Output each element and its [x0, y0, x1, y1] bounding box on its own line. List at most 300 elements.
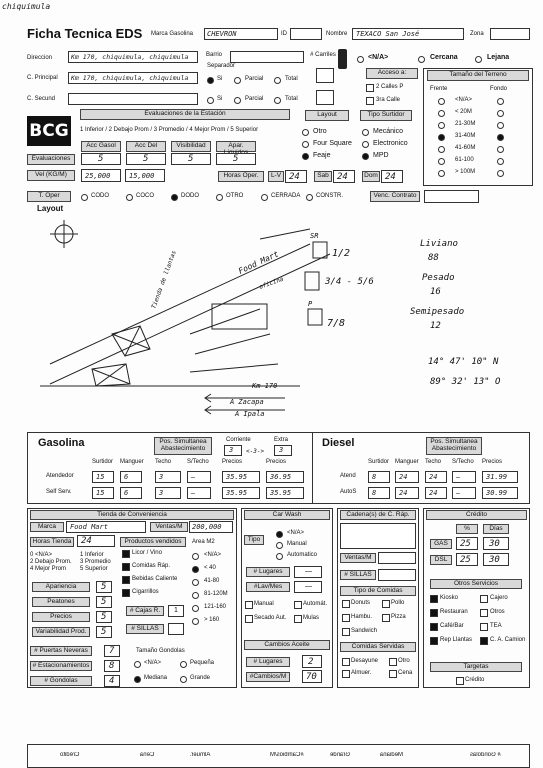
eval-value-3: 5 — [233, 154, 239, 164]
eval-col-3: Apar. — [216, 141, 256, 152]
gas-cell-value-1-2: 3 — [159, 489, 164, 497]
comida-label-2: Hambu. — [351, 614, 373, 620]
dsl-cell-0-4[interactable] — [482, 471, 518, 483]
producto-checkbox-1[interactable] — [122, 563, 130, 571]
sillas-label — [126, 624, 164, 634]
gas-cell-1-3[interactable] — [187, 487, 211, 499]
dsl-cell-0-2[interactable] — [425, 471, 447, 483]
horas-oper-label — [218, 171, 264, 182]
gas-cell-1-5[interactable] — [266, 487, 304, 499]
cw-manual-label: Manual — [254, 601, 274, 607]
t-oper-label-0: CODO — [91, 193, 109, 199]
gas-col-3: S/Techo — [187, 459, 209, 465]
area-label-0: <N/A> — [204, 552, 222, 558]
sab-field[interactable] — [333, 170, 355, 183]
gas-cell-0-4[interactable] — [222, 471, 260, 483]
frente-radio-0[interactable] — [438, 98, 445, 105]
pump-island-1 — [313, 242, 327, 258]
frente-radio-5[interactable] — [438, 158, 445, 165]
dias-text: Días — [489, 525, 503, 532]
dsl-cell-value-1-1: 24 — [399, 489, 408, 497]
fondo-radio-4[interactable] — [497, 146, 504, 153]
gas-cell-0-1[interactable] — [120, 471, 142, 483]
tienda-title: Tienda de Conveniencia — [97, 511, 167, 518]
tienda-rating-field-1[interactable] — [96, 596, 112, 608]
tienda-rating-field-0[interactable] — [96, 581, 112, 593]
nombre-field[interactable] — [352, 28, 464, 40]
servida-checkbox-0[interactable] — [342, 658, 350, 666]
traffic-light-icon — [338, 49, 347, 69]
secund-total-radio[interactable] — [274, 97, 281, 104]
cw-lugares-text: # Lugares — [253, 568, 283, 575]
dsl-cell-1-3[interactable] — [452, 487, 476, 499]
principal-parcial-radio[interactable] — [234, 77, 241, 84]
food-mart-sketch-label: Food Mart — [237, 249, 281, 276]
dom-value: 24 — [385, 172, 396, 182]
dsl-col-0: Surtidor — [368, 459, 390, 465]
semipesado-value: 12 — [430, 321, 441, 331]
gas-cell-0-5[interactable] — [266, 471, 304, 483]
cercana-label: Cercana — [430, 54, 458, 61]
producto-checkbox-2[interactable] — [122, 576, 130, 584]
pump-island-2 — [305, 272, 319, 290]
horas-tienda-label — [30, 537, 74, 547]
comida-label-0: Donuts — [351, 600, 371, 606]
frente-radio-4[interactable] — [438, 146, 445, 153]
eval-value-field-3[interactable] — [216, 153, 256, 165]
lv-label — [268, 171, 284, 182]
principal-total-radio[interactable] — [274, 77, 281, 84]
dsl-dias-value: 30 — [489, 555, 500, 565]
cambios-title: Cambios Aceite — [264, 641, 310, 648]
area-radio-3[interactable] — [192, 592, 199, 599]
gas-pct-value: 25 — [460, 539, 471, 549]
tienda-count-field-2[interactable] — [104, 675, 120, 687]
cw-autom-checkbox[interactable] — [294, 601, 302, 609]
ratio-2-label: 3/4 - 5/6 — [325, 277, 374, 287]
tienda-count-field-0[interactable] — [104, 645, 120, 657]
dsl-row-label-0: Atend — [340, 473, 356, 479]
dsl-cell-value-1-2: 24 — [429, 489, 438, 497]
direccion-field[interactable] — [68, 51, 198, 63]
secund-parcial-radio[interactable] — [234, 97, 241, 104]
cadena-ventas-field[interactable] — [378, 552, 416, 564]
tienda-rating-value-1: 5 — [101, 597, 107, 607]
footer-item-0: Crédito — [60, 752, 80, 758]
footer-item-4: Grande — [330, 752, 351, 758]
principal-parcial-label: Parcial — [245, 76, 264, 82]
area-label: Area M2 — [192, 539, 215, 545]
layout-button[interactable] — [305, 110, 349, 121]
tipo-surtidor-button[interactable] — [360, 110, 412, 121]
gondola-label-2: Mediana — [144, 675, 168, 681]
carriles-label: # Carriles — [310, 52, 336, 58]
cw-manual-checkbox[interactable] — [245, 601, 253, 609]
vel-value-2: 15,000 — [129, 172, 155, 180]
surtidor-label-2: Four Square — [313, 140, 352, 147]
dsl-cell-value-0-4: 31.99 — [486, 473, 508, 481]
gas-col-1: Manguer — [120, 459, 144, 465]
comida-checkbox-1[interactable] — [382, 600, 390, 608]
surtidor-radio-2[interactable] — [302, 141, 309, 148]
liviano-value: 88 — [428, 253, 439, 263]
ventas-tienda-field[interactable] — [189, 521, 233, 533]
tienda-legend-0: 0 <N/A> — [30, 552, 53, 558]
vel-field-1[interactable] — [81, 169, 121, 182]
tienda-rating-field-3[interactable] — [96, 626, 112, 638]
cw-secado-checkbox[interactable] — [245, 615, 253, 623]
ipala-label: A Ipala — [235, 410, 265, 418]
otros-checkbox-2[interactable] — [430, 609, 438, 617]
direccion-label: Direccion — [27, 55, 53, 61]
otros-checkbox-6[interactable] — [430, 637, 438, 645]
tienda-count-label-0: # Puertas Neveras — [30, 646, 92, 656]
surtidor-label-4: Feaje — [313, 152, 331, 159]
t-oper-label — [27, 191, 71, 202]
tienda-legend-2: 2 Debajo Prom. — [30, 559, 72, 565]
cadena-field[interactable] — [340, 523, 416, 549]
horas-tienda-text: Horas Tienda — [32, 538, 72, 545]
dsl-cell-1-1[interactable] — [395, 487, 419, 499]
gas-row-label-1: Self Serv. — [46, 489, 72, 495]
gondola-radio-2[interactable] — [134, 676, 141, 683]
dsl-cell-1-4[interactable] — [482, 487, 518, 499]
targeta-credito-checkbox[interactable] — [456, 677, 464, 685]
tienda-legend-4: 4 Mejor Prom — [30, 566, 67, 572]
comida-checkbox-4[interactable] — [342, 628, 350, 636]
ratio-3-label: 7/8 — [327, 318, 346, 329]
gas-col-4: Precios — [222, 459, 243, 465]
gas-cell-value-0-5: 36.95 — [270, 473, 292, 481]
area-radio-5[interactable] — [192, 618, 199, 625]
surtidor-radio-5[interactable] — [362, 153, 369, 160]
otros-checkbox-4[interactable] — [430, 623, 438, 631]
footer-item-5: Mediana — [380, 752, 404, 758]
tienda-count-label-1: # Estacionamientos — [30, 661, 92, 671]
dsl-cell-1-0[interactable] — [368, 487, 390, 499]
carwash-title: Car Wash — [272, 511, 302, 518]
gas-cell-value-1-1: 6 — [124, 489, 129, 497]
producto-checkbox-0[interactable] — [122, 550, 130, 558]
lejana-radio[interactable] — [475, 56, 482, 63]
fondo-radio-0[interactable] — [497, 98, 504, 105]
corriente-value: 3 — [229, 446, 234, 454]
cadena-ventas-text: Ventas/M — [344, 554, 372, 561]
t-oper-radio-0[interactable] — [81, 194, 88, 201]
dsl-row-label-1: AutoS — [340, 489, 357, 495]
ratio-1-label: 1/2 — [332, 248, 351, 259]
marca-tienda-text: Marca — [37, 523, 57, 530]
zona-field[interactable] — [490, 28, 530, 40]
secund-si-label: Si — [217, 96, 223, 102]
dsl-cell-value-0-3: — — [456, 473, 461, 481]
dos-calles-checkbox[interactable] — [366, 84, 374, 92]
servida-label-1: Otro — [398, 658, 410, 664]
gondola-radio-0[interactable] — [134, 661, 141, 668]
layout-button-label: Layout — [317, 111, 337, 118]
dsl-cell-1-2[interactable] — [425, 487, 447, 499]
cw-lugares-field[interactable] — [294, 566, 322, 578]
marca-tienda-value: Food Mart — [70, 523, 108, 531]
carwash-radio-2[interactable] — [276, 553, 283, 560]
dsl-pct-value: 25 — [460, 555, 471, 565]
marca-tienda-field[interactable] — [66, 521, 146, 533]
tres-calle-checkbox[interactable] — [366, 97, 374, 105]
cw-lav-field[interactable] — [294, 581, 322, 593]
surtidor-radio-0[interactable] — [302, 129, 309, 136]
evaluaciones-header — [80, 109, 290, 120]
extra-value: 3 — [279, 446, 284, 454]
dsl-col-3: S/Techo — [452, 459, 474, 465]
t-oper-label-1: COCO — [136, 193, 154, 199]
lv-value: 24 — [289, 172, 300, 182]
surtidor-radio-1[interactable] — [362, 129, 369, 136]
cw-lugares-value: — — [305, 568, 312, 575]
otros-header — [430, 579, 522, 589]
barrio-field[interactable] — [230, 51, 304, 63]
frente-radio-2[interactable] — [438, 122, 445, 129]
sillas-field[interactable] — [168, 623, 184, 635]
cajas-field[interactable] — [168, 605, 184, 617]
surtidor-radio-3[interactable] — [362, 141, 369, 148]
otros-title: Otros Servicios — [453, 580, 499, 587]
tienda-rating-value-2: 5 — [101, 612, 107, 622]
comida-label-3: Pizza — [391, 614, 406, 620]
extra-field[interactable] — [274, 445, 292, 456]
surtidor-label-0: Otro — [313, 128, 327, 135]
cadena-sillas-field[interactable] — [378, 569, 416, 581]
c-secund-label: C. Secund — [27, 96, 56, 102]
cajas-value: 1 — [174, 607, 178, 614]
area-label-5: > 160 — [204, 617, 220, 623]
road-edge-2 — [50, 254, 330, 384]
frente-radio-6[interactable] — [438, 170, 445, 177]
gasolina-pos-sim-text: Pos. Simultanea Abastecimiento — [159, 438, 207, 453]
tienda-header — [30, 510, 234, 520]
c-principal-label: C. Principal — [27, 75, 58, 81]
frente-radio-3[interactable] — [438, 134, 445, 141]
dsl-cell-0-1[interactable] — [395, 471, 419, 483]
gas-cell-value-1-5: 35.95 — [270, 489, 292, 497]
carwash-radio-1[interactable] — [276, 542, 283, 549]
fondo-label: Fondo — [490, 86, 508, 92]
eval-col-0: Acc Gasol — [81, 141, 121, 152]
road-edge-1 — [50, 244, 310, 364]
t-oper-text: T. Oper — [38, 192, 60, 199]
vel-label-box — [27, 170, 75, 181]
otros-checkbox-5[interactable] — [480, 623, 488, 631]
tienda-count-label-2: # Gondolas — [30, 676, 92, 686]
tamano-terreno-title: Tamaño del Terreno — [449, 71, 507, 78]
eval-value-field-1[interactable] — [126, 153, 166, 165]
lv-text: L-V — [270, 172, 282, 179]
otros-checkbox-1[interactable] — [480, 595, 488, 603]
otros-label-2: Restauran — [440, 609, 468, 615]
cw-mulas-checkbox[interactable] — [294, 615, 302, 623]
gas-cell-0-3[interactable] — [187, 471, 211, 483]
surtidor-radio-4[interactable] — [302, 153, 309, 160]
gas-cell-value-1-3: — — [191, 489, 196, 497]
fondo-radio-3[interactable] — [497, 134, 504, 141]
dsl-pct-field[interactable] — [456, 553, 478, 566]
comida-checkbox-2[interactable] — [342, 614, 350, 622]
c-principal-value: Km 170, chiquimula, chiquimula — [71, 74, 189, 82]
venc-contrato-field[interactable] — [424, 190, 479, 203]
servida-checkbox-1[interactable] — [389, 658, 397, 666]
oficina-sketch-label: oficina — [258, 275, 285, 291]
t-oper-radio-2[interactable] — [171, 194, 178, 201]
eval-value-field-2[interactable] — [171, 153, 211, 165]
dsl-cell-0-3[interactable] — [452, 471, 476, 483]
productos-header — [120, 537, 186, 547]
dom-field[interactable] — [381, 170, 403, 183]
comida-checkbox-3[interactable] — [382, 614, 390, 622]
principal-si-radio[interactable] — [207, 77, 214, 84]
cadena-ventas-label — [340, 553, 376, 563]
na-radio[interactable] — [357, 56, 364, 63]
secund-si-radio[interactable] — [207, 97, 214, 104]
terreno-option-label-0: <N/A> — [455, 97, 473, 103]
tienda-count-value-0: 7 — [109, 646, 115, 656]
zona-label: Zona — [470, 31, 484, 37]
ca-lugares-field[interactable] — [302, 655, 322, 668]
carwash-option-2: Automatico — [287, 552, 318, 558]
gas-cell-1-4[interactable] — [222, 487, 260, 499]
tienda-legend-5: 5 Superior — [80, 566, 108, 572]
c-secund-field[interactable] — [68, 93, 198, 105]
gas-dias-field[interactable] — [483, 537, 509, 550]
gondola-label-0: <N/A> — [144, 660, 162, 666]
tienda-rating-label-2: Precios — [32, 612, 90, 622]
surtidor-label-5: MPD — [373, 152, 389, 159]
gas-dias-value: 30 — [489, 539, 500, 549]
eval-value-field-0[interactable] — [81, 153, 121, 165]
t-oper-radio-5[interactable] — [306, 194, 313, 201]
footer-item-2: Almuer. — [190, 752, 211, 758]
lv-field[interactable] — [285, 170, 307, 183]
evaluaciones-header-text: Evaluaciones de la Estación — [144, 110, 226, 117]
cercana-radio[interactable] — [418, 56, 425, 63]
corriente-field[interactable] — [224, 445, 242, 456]
fondo-radio-1[interactable] — [497, 110, 504, 117]
combustibles-divider — [312, 432, 313, 504]
dos-calles-label: 2 Calles P — [376, 84, 404, 90]
gondola-radio-1[interactable] — [180, 661, 187, 668]
pesado-label: Pesado — [422, 273, 455, 283]
carwash-radio-0[interactable] — [276, 531, 283, 538]
acceso-a-button[interactable] — [366, 68, 418, 79]
gas-cell-1-2[interactable] — [155, 487, 181, 499]
otros-label-4: Café/Bar — [440, 623, 464, 629]
t-oper-radio-1[interactable] — [126, 194, 133, 201]
producto-checkbox-3[interactable] — [122, 589, 130, 597]
frente-radio-1[interactable] — [438, 110, 445, 117]
dsl-dias-field[interactable] — [483, 553, 509, 566]
dias-label — [483, 524, 509, 534]
area-radio-2[interactable] — [192, 579, 199, 586]
principal-total-label: Total — [285, 76, 298, 82]
gondola-radio-3[interactable] — [180, 676, 187, 683]
dom-text: Dom — [364, 172, 378, 179]
area-radio-0[interactable] — [192, 553, 199, 560]
tres-calle-label: 3ra Calle — [376, 97, 401, 103]
cadena-sillas-label — [340, 570, 376, 580]
gas-cell-value-0-2: 3 — [159, 473, 164, 481]
tienda-count-field-1[interactable] — [104, 660, 120, 672]
gas-text: GAS — [434, 540, 448, 547]
km-sketch-label: Km 170 — [252, 382, 278, 390]
fondo-radio-6[interactable] — [497, 170, 504, 177]
marca-gasolina-field[interactable] — [204, 28, 278, 40]
ventas-tienda-value: 200,000 — [192, 523, 222, 531]
vel-field-2[interactable] — [125, 169, 165, 182]
gas-cell-value-1-4: 35.95 — [226, 489, 248, 497]
tienda-rating-field-2[interactable] — [96, 611, 112, 623]
dsl-label — [430, 555, 452, 565]
extra-label: Extra — [274, 437, 289, 443]
gas-cell-0-2[interactable] — [155, 471, 181, 483]
gas-col-2: Techo — [155, 459, 172, 465]
surtidor-label-3: Electronico — [373, 140, 408, 147]
t-oper-radio-3[interactable] — [216, 194, 223, 201]
otros-checkbox-0[interactable] — [430, 595, 438, 603]
gas-cell-0-0[interactable] — [92, 471, 114, 483]
tipo-surtidor-button-label: Tipo Surtidor — [367, 111, 405, 118]
area-radio-1[interactable] — [192, 566, 199, 573]
terreno-option-label-4: 41-60M — [455, 145, 476, 151]
otros-checkbox-7[interactable] — [480, 637, 488, 645]
eval-col-1: Acc Del — [126, 141, 166, 152]
dsl-cell-0-0[interactable] — [368, 471, 390, 483]
comida-checkbox-0[interactable] — [342, 600, 350, 608]
na-label: <N/A> — [368, 54, 389, 61]
gas-cell-1-0[interactable] — [92, 487, 114, 499]
comidas-servidas-header — [340, 642, 416, 652]
gas-label — [430, 539, 452, 549]
carriles-secund-field[interactable] — [316, 90, 334, 105]
fondo-radio-2[interactable] — [497, 122, 504, 129]
targeta-credito-label: Crédito — [465, 677, 485, 683]
id-field[interactable] — [290, 28, 322, 40]
evaluaciones-label-text: Evaluaciones — [31, 155, 71, 162]
otros-checkbox-3[interactable] — [480, 609, 488, 617]
horas-tienda-field[interactable] — [77, 535, 115, 547]
fondo-radio-5[interactable] — [497, 158, 504, 165]
servida-checkbox-3[interactable] — [389, 670, 397, 678]
sillas-text: # SILLAS — [131, 625, 159, 632]
servida-checkbox-2[interactable] — [342, 670, 350, 678]
cw-lav-text: #Lav/Mes — [253, 583, 283, 590]
longitude-label: 89° 32' 13" O — [430, 377, 501, 387]
area-label-3: 81-120M — [204, 591, 228, 597]
ca-cambios-field[interactable] — [302, 670, 322, 683]
gas-pct-field[interactable] — [456, 537, 478, 550]
area-label-2: 41-80 — [204, 578, 220, 584]
tienda-rating-label-3: Variabilidad Prod. — [32, 627, 90, 637]
sab-label — [314, 171, 332, 182]
t-oper-radio-4[interactable] — [261, 194, 268, 201]
gas-cell-1-1[interactable] — [120, 487, 142, 499]
dsl-col-4: Precios — [482, 459, 503, 465]
dsl-col-1: Manguer — [395, 459, 419, 465]
marca-gasolina-label: Marca Gasolina — [151, 31, 194, 37]
servida-label-2: Almuer. — [351, 670, 372, 676]
tipo-comidas-title: Tipo de Comidas — [353, 587, 403, 594]
area-radio-4[interactable] — [192, 605, 199, 612]
carwash-option-1: Manual — [287, 541, 307, 547]
c-principal-field[interactable] — [68, 72, 198, 84]
carriles-principal-field[interactable] — [316, 68, 334, 83]
